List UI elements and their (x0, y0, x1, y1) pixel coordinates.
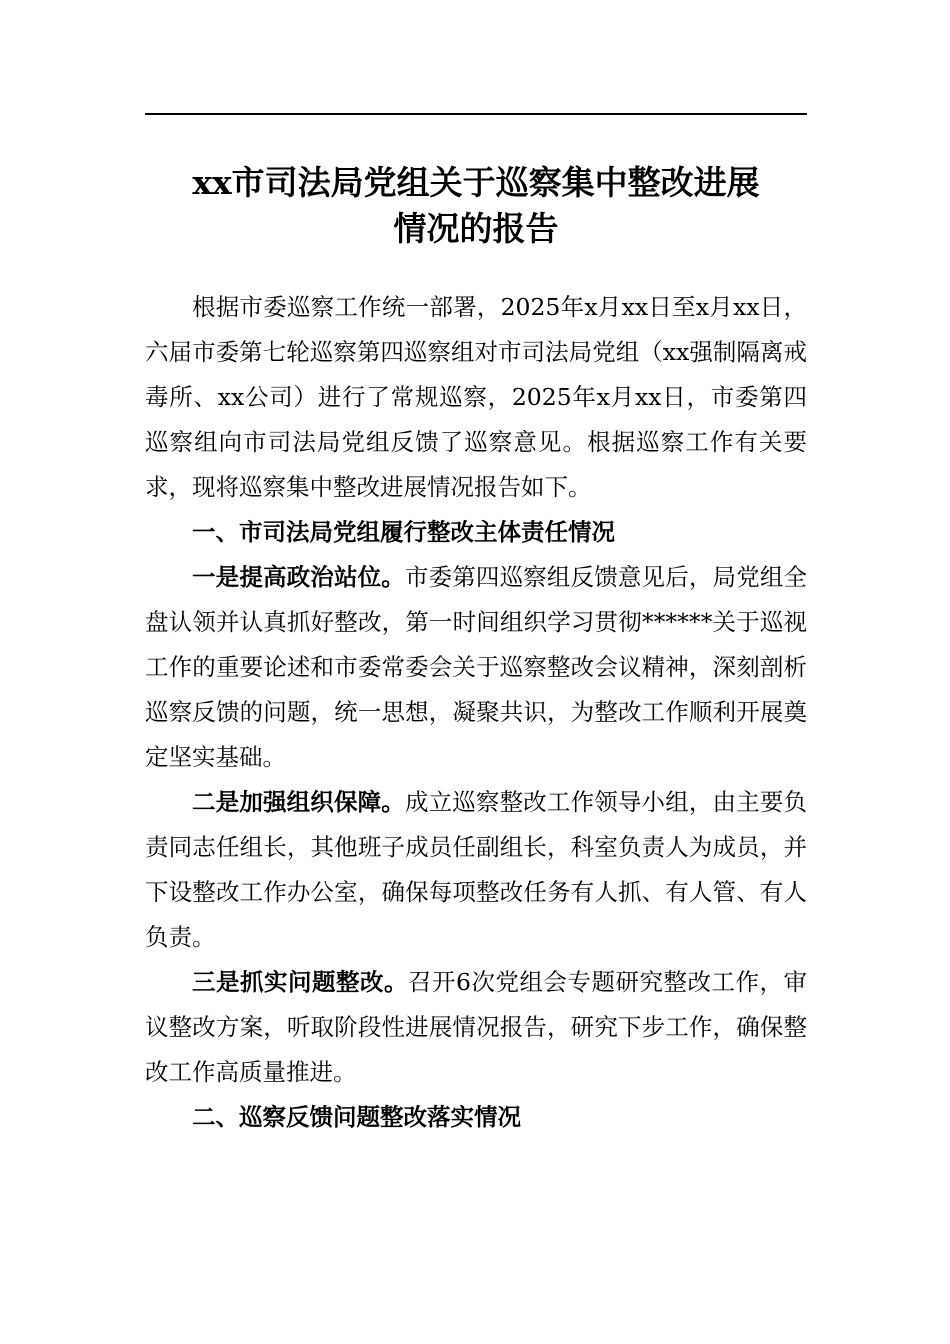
title-line-1: xx市司法局党组关于巡察集中整改进展 (192, 163, 760, 202)
item-paragraph-3 (145, 960, 807, 1095)
intro-paragraph: 根据市委巡察工作统一部署，2025年x月xx日至x月xx日，六届市委第七轮巡察第四巡察组对市司法局党组（xx强制隔离戒毒所、xx公司）进行了常规巡察，2025年x月xx日，市委第四巡察组向市司法局党组反馈了巡察意见。根据巡察工作有关要求，现将巡察集中整改进展情况报告如下。 (145, 293, 807, 501)
header-rule (145, 113, 807, 115)
item-text-2: 成立巡察整改工作领导小组，由主要负责同志任组长，其他班子成员任副组长，科室负责人为成员，并下设整改工作办公室，确保每项整改任务有人抓、有人管、有人负责。 (145, 788, 808, 951)
item-paragraph-1 (145, 555, 807, 780)
item-text-3: 召开6次党组会专题研究整改工作，审议整改方案，听取阶段性进展情况报告，研究下步工作，确保整改工作高质量推进。 (145, 968, 808, 1086)
item-text-1: 市委第四巡察组反馈意见后，局党组全盘认领并认真抓好整改，第一时间组织学习贯彻******关于巡视工作的重要论述和市委常委会关于巡察整改会议精神，深刻剖析巡察反馈的问题，统一思想，凝聚共识，为整改工作顺利开展奠定坚实基础。 (145, 563, 808, 771)
title-line-2: 情况的报告 (393, 209, 559, 248)
item-lead-1: 一是提高政治站位。 (192, 563, 405, 591)
item-lead-3: 三是抓实问题整改。 (192, 968, 409, 996)
document-title (145, 160, 807, 252)
section-heading-1: 一、市司法局党组履行整改主体责任情况 (192, 518, 615, 546)
item-paragraph-2 (145, 780, 807, 960)
section-heading-2: 二、巡察反馈问题整改落实情况 (192, 1103, 521, 1131)
item-lead-2: 二是加强组织保障。 (192, 788, 405, 816)
document-body (145, 285, 807, 1140)
